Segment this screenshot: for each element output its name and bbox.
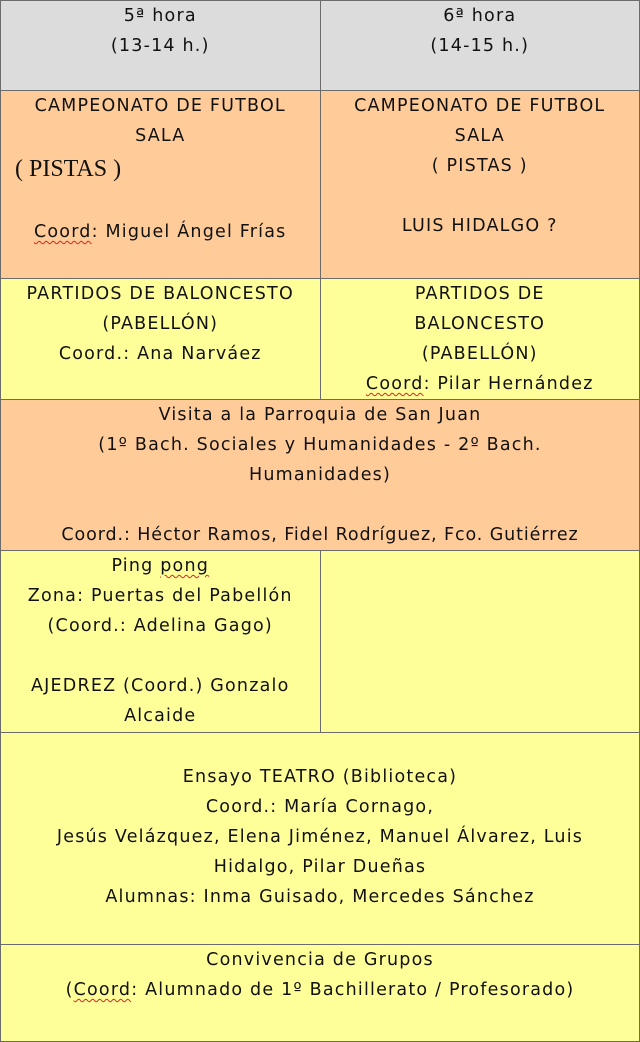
- futbol-cell-6: [320, 91, 640, 279]
- futbol-title-2: SALA: [454, 126, 505, 146]
- teatro-staff-1: Jesús Velázquez, Elena Jiménez, Manuel Álvarez, Luis: [56, 827, 584, 847]
- convivencia-title: Convivencia de Grupos: [206, 950, 434, 970]
- teatro-coord: Coord.: María Cornago,: [205, 797, 435, 817]
- convivencia-cell: [1, 945, 640, 1042]
- baloncesto-title: PARTIDOS DE BALONCESTO: [26, 284, 294, 304]
- baloncesto-title-2: BALONCESTO: [414, 314, 546, 334]
- pingpong-coord: (Coord.: Adelina Gago): [47, 616, 273, 636]
- parroquia-row: [1, 400, 640, 551]
- baloncesto-cell-6: [320, 279, 640, 400]
- empty-cell: [320, 551, 640, 733]
- header-cell-5: [1, 1, 321, 91]
- range-6: (14-15 h.): [430, 36, 530, 56]
- pingpong-row: [1, 551, 640, 733]
- teatro-alumnas: Alumnas: Inma Guisado, Mercedes Sánchez: [105, 887, 535, 907]
- baloncesto-title-1: PARTIDOS DE: [414, 284, 545, 304]
- header-row: [1, 1, 640, 91]
- futbol-place: ( PISTAS ): [15, 156, 122, 182]
- coord-word: Coord: [73, 980, 132, 1000]
- parroquia-groups-2: Humanidades): [248, 465, 392, 485]
- parroquia-cell: [1, 400, 640, 551]
- teatro-staff-2: Hidalgo, Pilar Dueñas: [213, 857, 427, 877]
- ajedrez-2: Alcaide: [124, 706, 197, 726]
- futbol-cell-5: [1, 91, 321, 279]
- pong-word: pong: [160, 556, 210, 576]
- coord-word: Coord: [365, 374, 424, 394]
- header-cell-6: [320, 1, 640, 91]
- teatro-row: [1, 733, 640, 945]
- futbol-row: [1, 91, 640, 279]
- futbol-coord: [3, 217, 318, 247]
- pingpong-title: Ping pong: [111, 556, 210, 576]
- teatro-cell: [1, 733, 640, 945]
- baloncesto-place: (PABELLÓN): [102, 314, 219, 334]
- coord-rest: : Miguel Ángel Frías: [91, 222, 287, 242]
- teatro-title: Ensayo TEATRO (Biblioteca): [182, 767, 458, 787]
- baloncesto-coord: Coord.: Ana Narváez: [58, 344, 262, 364]
- futbol-title-1: CAMPEONATO DE FUTBOL: [34, 96, 286, 116]
- baloncesto-cell-5: [1, 279, 321, 400]
- ajedrez-1: AJEDREZ (Coord.) Gonzalo: [31, 676, 290, 696]
- hora-6: 6ª hora: [443, 6, 517, 26]
- futbol-coord: LUIS HIDALGO ?: [401, 216, 558, 236]
- convivencia-coord: (Coord: Alumnado de 1º Bachillerato / Profesorado): [65, 980, 575, 1000]
- pingpong-zona: Zona: Puertas del Pabellón: [27, 586, 293, 606]
- pingpong-cell: [1, 551, 321, 733]
- futbol-title-1: CAMPEONATO DE FUTBOL: [354, 96, 606, 116]
- baloncesto-place: (PABELLÓN): [421, 344, 538, 364]
- baloncesto-row: [1, 279, 640, 400]
- coord-rest: : Pilar Hernández: [423, 374, 594, 394]
- parroquia-coord: Coord.: Héctor Ramos, Fidel Rodríguez, Fco. Gutiérrez: [61, 525, 579, 545]
- range-5: (13-14 h.): [110, 36, 210, 56]
- convivencia-row: [1, 945, 640, 1042]
- coord-word: Coord: [33, 222, 92, 242]
- parroquia-groups-1: (1º Bach. Sociales y Humanidades - 2º Bach.: [98, 435, 542, 455]
- baloncesto-coord: [323, 369, 638, 399]
- futbol-place: ( PISTAS ): [431, 156, 528, 176]
- futbol-title-2: SALA: [135, 126, 186, 146]
- hora-5: 5ª hora: [123, 6, 197, 26]
- parroquia-title: Visita a la Parroquia de San Juan: [158, 405, 482, 425]
